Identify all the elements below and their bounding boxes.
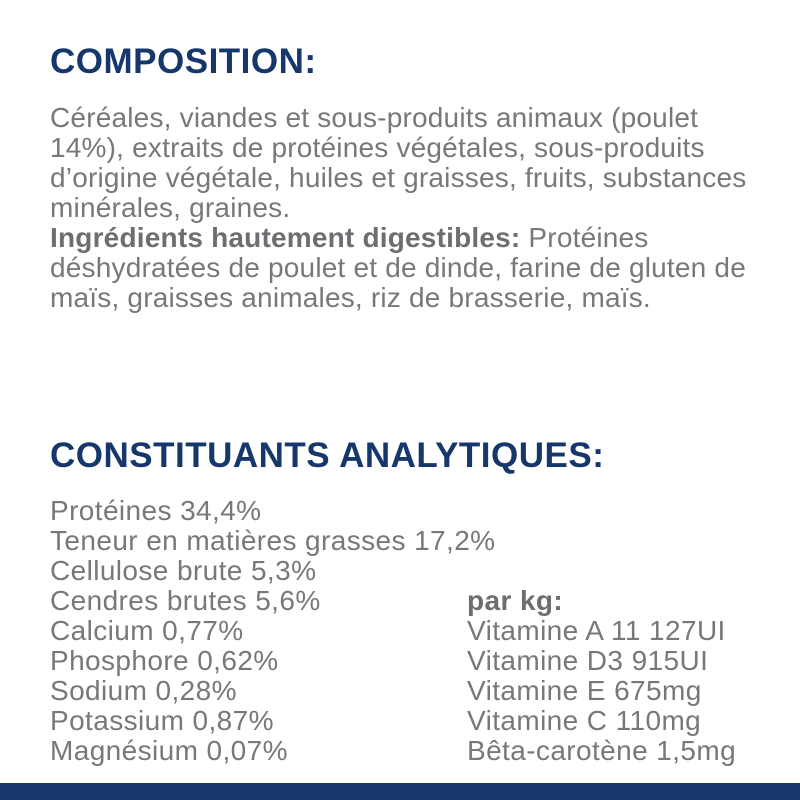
- nutrient-row: Sodium 0,28%: [50, 675, 237, 706]
- composition-heading: COMPOSITION:: [50, 42, 317, 81]
- nutrient-row: Potassium 0,87%: [50, 705, 274, 736]
- vitamin-row: Vitamine A 11 127UI: [467, 615, 726, 646]
- composition-section: [50, 42, 762, 313]
- nutrient-row: Cellulose brute 5,3%: [50, 555, 317, 586]
- per-kg-column: [467, 586, 736, 766]
- composition-ingredients-text: Céréales, viandes et sous-produits animaux (poulet 14%), extraits de protéines végétales, sous-produits d’origine végétale, huiles et graisses, fruits, substances minérales, graines.: [50, 102, 747, 223]
- analytical-heading: CONSTITUANTS ANALYTIQUES:: [50, 436, 605, 475]
- per-kg-label: par kg:: [467, 585, 564, 616]
- nutrient-row: Magnésium 0,07%: [50, 735, 288, 766]
- per-kg-list: [467, 616, 736, 766]
- vitamin-row: Vitamine C 110mg: [467, 705, 702, 736]
- vitamin-row: Vitamine E 675mg: [467, 675, 702, 706]
- highly-digestible-text: Protéines déshydratées de poulet et de dinde, farine de gluten de maïs, graisses animales, riz de brasserie, maïs.: [50, 222, 746, 313]
- nutrient-row: Teneur en matières grasses 17,2%: [50, 525, 496, 556]
- highly-digestible-label: Ingrédients hautement digestibles:: [50, 222, 521, 253]
- nutrient-row: Phosphore 0,62%: [50, 645, 279, 676]
- nutrient-row: Protéines 34,4%: [50, 495, 262, 526]
- vitamin-row: Bêta-carotène 1,5mg: [467, 735, 737, 766]
- analytical-columns: [50, 496, 762, 766]
- vitamin-row: Vitamine D3 915UI: [467, 645, 709, 676]
- analytical-constituents-section: [50, 436, 762, 766]
- highly-digestible-paragraph: [50, 223, 762, 313]
- nutrient-row: Calcium 0,77%: [50, 615, 244, 646]
- nutrient-row: Cendres brutes 5,6%: [50, 585, 321, 616]
- bottom-accent-bar: [0, 783, 800, 800]
